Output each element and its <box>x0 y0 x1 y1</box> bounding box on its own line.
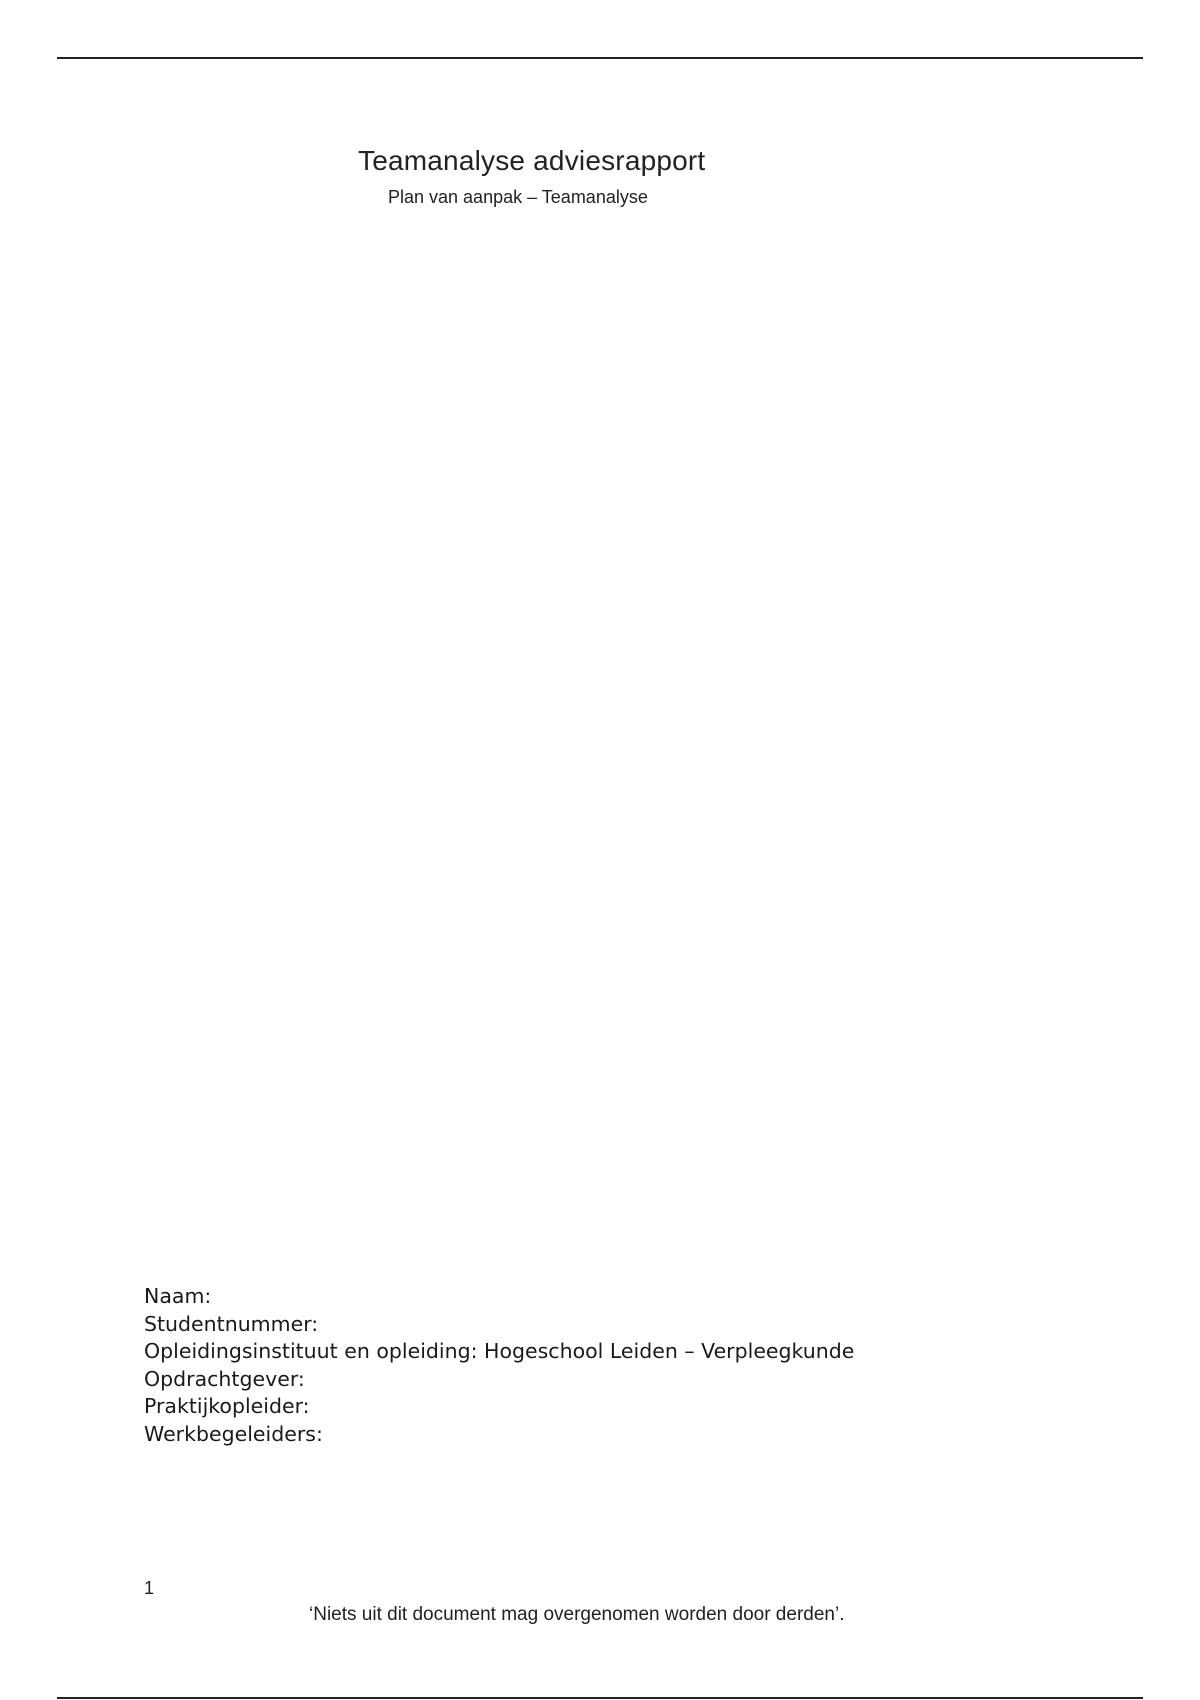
footer-rule <box>57 1697 1143 1699</box>
header-rule <box>57 57 1143 59</box>
studentnummer-label: Studentnummer: <box>144 1311 319 1336</box>
naam-label: Naam: <box>144 1284 212 1308</box>
document-subtitle: Plan van aanpak – Teamanalyse <box>388 187 648 207</box>
student-info-block <box>144 1283 854 1448</box>
opdrachtgever-label: Opdrachtgever: <box>144 1366 305 1391</box>
werkbegeleiders-label: Werkbegeleiders: <box>144 1421 323 1446</box>
page-number: 1 <box>144 1578 155 1598</box>
opleiding-label: Opleidingsinstituut en opleiding: Hogeschool Leiden – Verpleegkunde <box>144 1339 855 1363</box>
document-title: Teamanalyse adviesrapport <box>358 145 706 176</box>
footer-disclaimer: ‘Niets uit dit document mag overgenomen worden door derden’. <box>309 1604 845 1625</box>
praktijkopleider-label: Praktijkopleider: <box>144 1394 310 1418</box>
